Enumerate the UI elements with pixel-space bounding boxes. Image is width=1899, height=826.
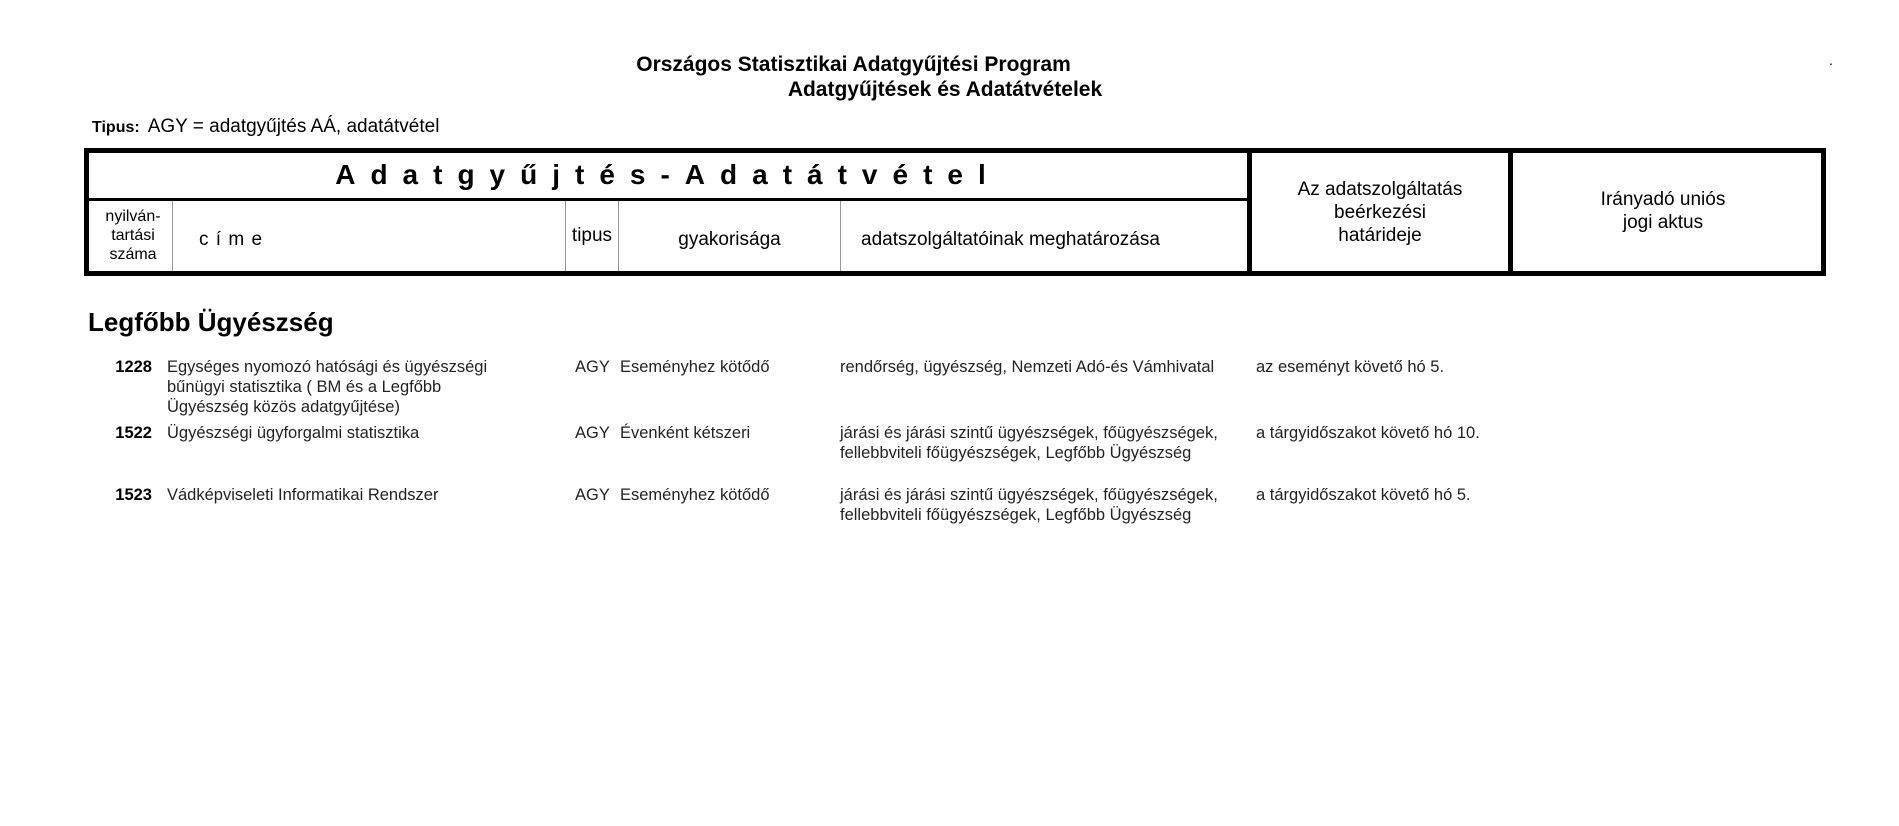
- row-type: AGY: [575, 486, 610, 504]
- header-col-title: c í m e: [199, 229, 264, 250]
- document-title: [0, 52, 1899, 102]
- row-title: Egységes nyomozó hatósági és ügyészségi bűnügyi statisztika ( BM és a Legfőbb Ügyészség közös adatgyűjtése): [167, 358, 488, 416]
- row-providers: járási és járási szintű ügyészségek, főügyészségek, fellebbviteli főügyészségek, Legfőbb Ügyészség: [840, 424, 1218, 462]
- corner-mark: .: [1829, 52, 1833, 68]
- header-col-providers: adatszolgáltatóinak meghatározása: [861, 229, 1160, 250]
- row-number: 1523: [115, 486, 152, 504]
- type-legend: [92, 116, 439, 138]
- row-deadline: az eseményt követő hó 5.: [1256, 358, 1445, 376]
- row-frequency: Eseményhez kötődő: [620, 358, 770, 376]
- header-col-eu-law: Irányadó uniós jogi aktus: [1600, 189, 1726, 233]
- row-type: AGY: [575, 358, 610, 376]
- section-heading: Legfőbb Ügyészség: [88, 307, 334, 337]
- row-type: AGY: [575, 424, 610, 442]
- row-title: Ügyészségi ügyforgalmi statisztika: [167, 424, 420, 442]
- row-frequency: Évenként kétszeri: [620, 424, 751, 442]
- header-col-number: nyilván- tartási száma: [105, 208, 161, 263]
- type-legend-text: AGY = adatgyűjtés AÁ, adatátvétel: [147, 116, 440, 137]
- row-number: 1228: [115, 358, 152, 376]
- row-number: 1522: [115, 424, 152, 442]
- header-col-deadline: Az adatszolgáltatás beérkezési határideje: [1297, 179, 1463, 246]
- row-providers: rendőrség, ügyészség, Nemzeti Adó-és Vámhivatal: [840, 358, 1215, 376]
- row-providers: járási és járási szintű ügyészségek, főügyészségek, fellebbviteli főügyészségek, Legfőbb Ügyészség: [840, 486, 1218, 524]
- row-deadline: a tárgyidőszakot követő hó 10.: [1256, 424, 1480, 442]
- row-title: Vádképviseleti Informatikai Rendszer: [167, 486, 439, 504]
- header-divider: [172, 201, 173, 271]
- header-col-type: tipus: [571, 225, 613, 246]
- table-header: [84, 148, 1826, 276]
- title-line-2: Adatgyűjtések és Adatátvételek: [787, 78, 1103, 101]
- title-line-1: Országos Statisztikai Adatgyűjtési Program: [636, 53, 1071, 76]
- row-deadline: a tárgyidőszakot követő hó 5.: [1256, 486, 1471, 504]
- header-main-title: Adatgyűjtés-Adatátvétel: [89, 153, 1247, 201]
- header-col-frequency: gyakorisága: [678, 229, 781, 250]
- row-frequency: Eseményhez kötődő: [620, 486, 770, 504]
- type-legend-label: Tipus:: [92, 119, 140, 136]
